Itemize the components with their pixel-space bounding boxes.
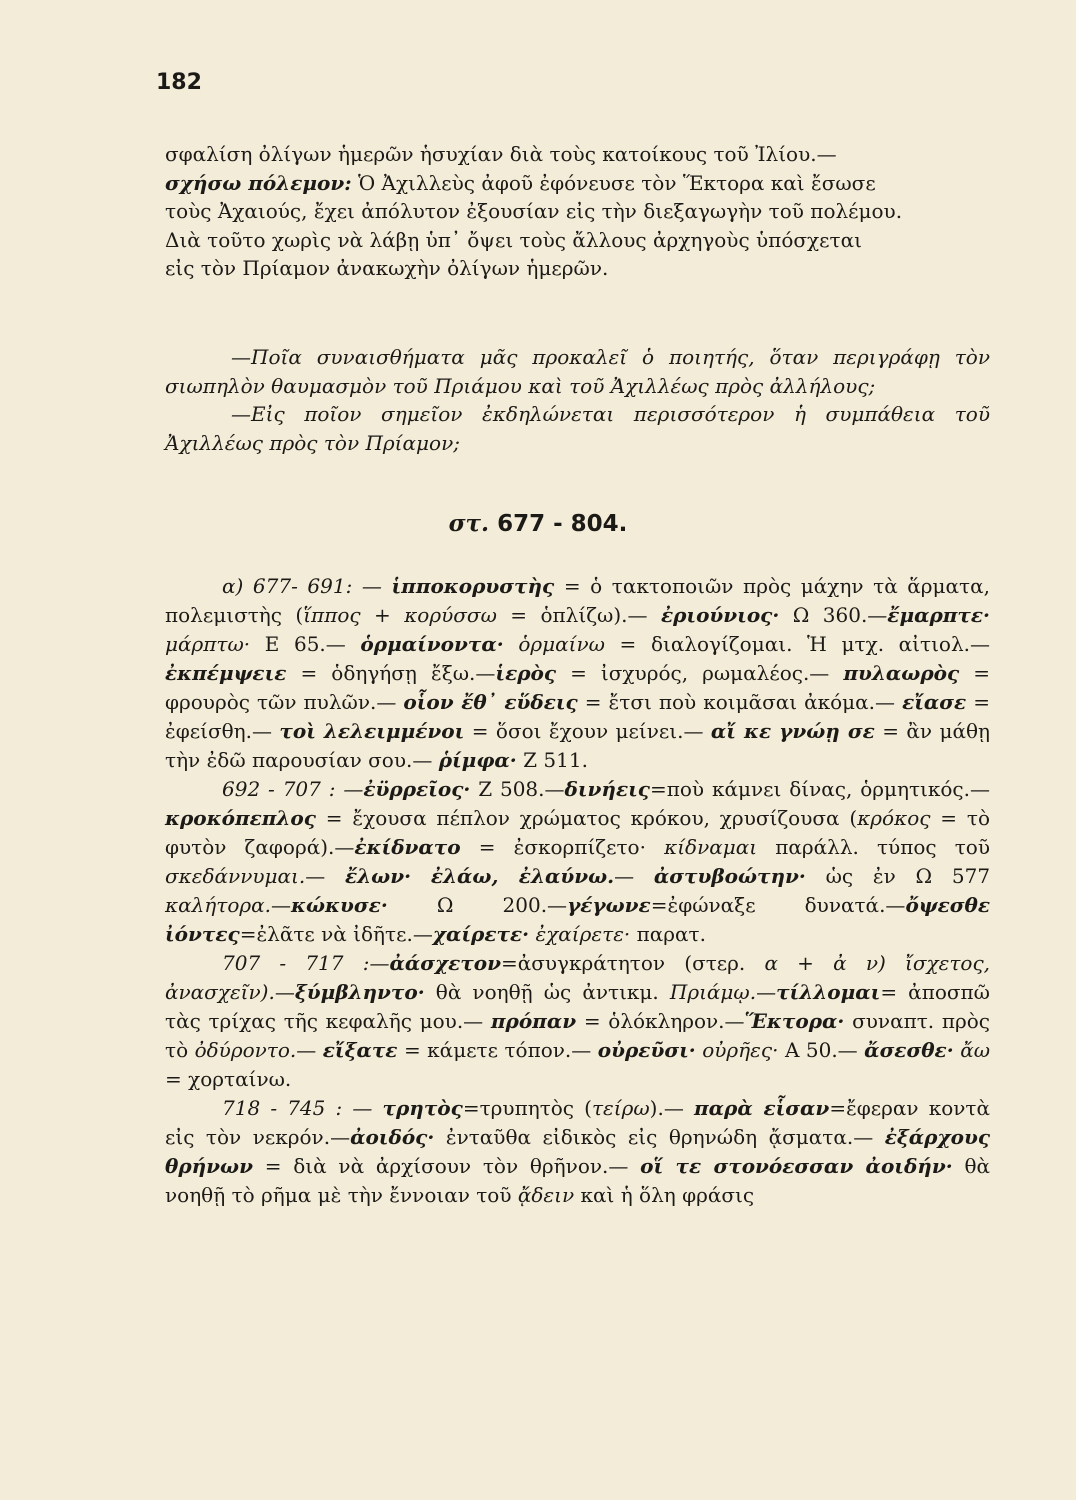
gloss-term: ἔλων· (345, 864, 412, 888)
gloss-text: =τρυπητὸς ( (462, 1096, 592, 1120)
gloss-text: = ὁπλίζω).— (496, 603, 661, 627)
gloss-term: εἴασε (902, 690, 967, 714)
gloss-text: Ε 65.— (250, 632, 361, 656)
gloss-term: ὄψεσθε ἰόντες (165, 893, 991, 946)
gloss-term: ἄσεσθε· (864, 1038, 954, 1062)
gloss-term: χαίρετε· (432, 922, 530, 946)
gloss-term: εἴξατε (322, 1038, 398, 1062)
gloss-italic: τείρω (591, 1096, 650, 1120)
gloss-term: οἷον ἔθ᾽ εὕδεις (403, 690, 578, 714)
gloss-text: Ζ 511. (516, 748, 588, 772)
gloss-term: ἐκπέμψειε (165, 661, 287, 685)
gloss-text: παράλλ. τύπος τοῦ (757, 835, 990, 859)
gloss-text: Α 50.— (778, 1038, 865, 1062)
gloss-text: ).— (649, 1096, 694, 1120)
gloss-italic: 707 - 717 :— (222, 951, 390, 975)
gloss-text: = ἰσχυρός, ρωμαλέος.— (556, 661, 844, 685)
gloss-text (411, 864, 431, 888)
gloss-text: = διὰ νὰ ἀρχίσουν τὸν θρῆνον.— (252, 1154, 641, 1178)
gloss-text: = διαλογίζομαι. Ἡ μτχ. αἰτιολ.— (604, 632, 990, 656)
gloss-text: = φρουρὸς τῶν πυλῶν.— (165, 661, 990, 714)
gloss-italic: ἐχαίρετε· (535, 922, 631, 946)
gloss-text: =ἔφεραν κοντὰ εἰς τὸν νεκρόν.— (165, 1096, 990, 1149)
gloss-text: θὰ νοηθῇ τὸ ρῆμα μὲ τὴν ἔννοιαν τοῦ (165, 1154, 990, 1207)
gloss-term: τρητὸς (382, 1096, 463, 1120)
gloss-italic: κίδναμαι (664, 835, 758, 859)
question-2: —Εἰς ποῖον σημεῖον ἐκδηλώνεται περισσότερον ἡ συμπάθεια τοῦ Ἀχιλλέως πρὸς τὸν Πρίαμον; (165, 402, 990, 455)
intro-paragraph (165, 140, 990, 283)
gloss-text: θὰ νοηθῇ ὡς ἀντικμ. (424, 980, 670, 1004)
gloss-text: συναπτ. πρὸς τὸ (165, 1009, 991, 1062)
gloss-term: γέγωνε (567, 893, 651, 917)
gloss-term: ἔμαρπτε· (887, 603, 991, 627)
gloss-term: αἴ κε γνώῃ σε (710, 719, 875, 743)
gloss-text: — (756, 980, 777, 1004)
gloss-term: ἐλάω, ἐλαύνω. (430, 864, 615, 888)
gloss-italic: ἵππος + κορύσσω (303, 603, 497, 627)
gloss-text: — (296, 1038, 323, 1062)
gloss-term: ἱπποκορυστὴς (391, 574, 555, 598)
section-heading (0, 510, 1076, 537)
intro-line: εἰς τὸν Πρίαμον ἀνακωχὴν ὀλίγων ἡμερῶν. (165, 256, 609, 280)
gloss-text: = ἐφείσθη.— (165, 690, 990, 743)
gloss-text: =ἐλᾶτε νὰ ἰδῆτε.— (239, 922, 433, 946)
glossary-paragraph (165, 775, 990, 949)
study-questions (165, 343, 990, 457)
gloss-term: ξύμβληντο· (294, 980, 425, 1004)
gloss-italic: οὐρῆες· (702, 1038, 779, 1062)
gloss-text: = ἀποσπῶ τὰς τρίχας τῆς κεφαλῆς μου.— (165, 980, 990, 1033)
glossary (165, 572, 990, 1210)
gloss-italic: κρόκος (857, 806, 931, 830)
gloss-italic: α) 677- 691: — (222, 574, 392, 598)
gloss-text: = ἐσκορπίζετο· (460, 835, 665, 859)
glossary-paragraph (165, 1094, 990, 1210)
gloss-text: ἐνταῦθα εἰδικὸς εἰς θρηνώδη ᾄσματα.— (434, 1125, 885, 1149)
gloss-text (504, 632, 519, 656)
intro-line: τοὺς Ἀχαιούς, ἔχει ἀπόλυτον ἐξουσίαν εἰς τὴν διεξαγωγὴν τοῦ πολέμου. (165, 199, 903, 223)
gloss-italic: ὁρμαίνω (518, 632, 605, 656)
gloss-text: = ἔχουσα πέπλον χρώματος κρόκου, χρυσίζουσα ( (315, 806, 858, 830)
gloss-term: ἀάσχετον (389, 951, 501, 975)
gloss-text: καὶ ἡ ὅλη φράσις (574, 1183, 755, 1207)
gloss-term: ἐϋρρεῖος· (363, 777, 471, 801)
gloss-text: = ὅσοι ἔχουν μείνει.— (464, 719, 711, 743)
gloss-text: = ὁδηγήσῃ ἔξω.— (286, 661, 496, 685)
gloss-term: δινήεις (564, 777, 650, 801)
gloss-term: ἀστυβοώτην· (653, 864, 806, 888)
gloss-text: = ἂν μάθῃ τὴν ἐδῶ παρουσίαν σου.— (165, 719, 991, 772)
gloss-italic: Πριάμῳ. (669, 980, 757, 1004)
gloss-text: = χορταίνω. (165, 1067, 292, 1091)
gloss-text: — (305, 864, 345, 888)
glossary-paragraph (165, 572, 990, 775)
verse-abbreviation: στ. (448, 510, 490, 537)
gloss-term: ὁρμαίνοντα· (360, 632, 504, 656)
gloss-text: = ἔτσι ποὺ κοιμᾶσαι ἀκόμα.— (577, 690, 903, 714)
gloss-term: κώκυσε· (291, 893, 388, 917)
gloss-italic: α + ἀ ν) ἴσχετος, ἀνασχεῖν). (165, 951, 991, 1004)
verse-range: 677 - 804. (497, 511, 628, 537)
gloss-italic: καλήτορα. (165, 893, 272, 917)
gloss-italic: ᾄδειν (517, 1183, 575, 1207)
gloss-italic: 692 - 707 : — (222, 777, 364, 801)
page-number: 182 (156, 70, 202, 95)
gloss-text: — (274, 980, 295, 1004)
gloss-italic: ἄω (960, 1038, 991, 1062)
gloss-italic: σκεδάννυμαι. (165, 864, 306, 888)
gloss-italic: ὀδύροντο. (194, 1038, 297, 1062)
gloss-term: οἵ τε στονόεσσαν ἀοιδήν· (640, 1154, 953, 1178)
gloss-term: πυλαωρὸς (843, 661, 960, 685)
gloss-text: = ὁλόκληρον.— (576, 1009, 745, 1033)
gloss-term: παρὰ εἷσαν (693, 1096, 830, 1120)
gloss-text: Ζ 508.— (470, 777, 565, 801)
gloss-text: =ἐφώναξε δυνατά.— (650, 893, 906, 917)
intro-line: σφαλίση ὀλίγων ἡμερῶν ἡσυχίαν διὰ τοὺς κατοίκους τοῦ Ἰλίου.— (165, 142, 837, 166)
gloss-term: ἐκίδνατο (354, 835, 461, 859)
gloss-term: τίλλομαι (776, 980, 881, 1004)
question-1: —Ποῖα συναισθήματα μᾶς προκαλεῖ ὁ ποιητής, ὅταν περιγράφῃ τὸν σιωπηλὸν θαυμασμὸν τοῦ Πριάμου καὶ τοῦ Ἀχιλλέως πρὸς ἀλλήλους; (165, 345, 990, 398)
gloss-term: ἱερὸς (495, 661, 557, 685)
gloss-text: — (614, 864, 654, 888)
glossary-paragraph (165, 949, 990, 1094)
gloss-term: τοὶ λελειμμένοι (279, 719, 465, 743)
gloss-text: = τὸ φυτὸν ζαφορά).— (165, 806, 991, 859)
gloss-term: ἐριούνιος· (660, 603, 780, 627)
gloss-term: κροκόπεπλος (165, 806, 316, 830)
intro-line: σχήσω πόλεμον: Ὁ Ἀχιλλεὺς ἀφοῦ ἐφόνευσε τὸν Ἕκτορα καὶ ἔσωσε (165, 170, 876, 195)
intro-emphasis: σχήσω πόλεμον: (165, 170, 352, 195)
gloss-italic: 718 - 745 : — (222, 1096, 383, 1120)
gloss-term: Ἕκτορα· (744, 1009, 845, 1033)
gloss-term: πρόπαν (490, 1009, 577, 1033)
gloss-text: Ω 360.— (779, 603, 888, 627)
gloss-text: — (271, 893, 292, 917)
gloss-term: ῥίμφα· (438, 748, 517, 772)
gloss-text: =ἀσυγκράτητον (στερ. (500, 951, 765, 975)
gloss-text: Ω 200.— (387, 893, 568, 917)
gloss-text: = ὁ τακτοποιῶν πρὸς μάχην τὰ ἅρματα, πολεμιστὴς ( (165, 574, 990, 627)
gloss-text: = κάμετε τόπον.— (397, 1038, 598, 1062)
gloss-term: οὐρεῦσι· (597, 1038, 696, 1062)
gloss-text: παρατ. (630, 922, 706, 946)
gloss-italic: μάρπτω· (165, 632, 251, 656)
gloss-term: ἀοιδός· (350, 1125, 435, 1149)
gloss-text: ὡς ἐν Ω 577 (805, 864, 991, 888)
intro-line: Διὰ τοῦτο χωρὶς νὰ λάβῃ ὑπ᾽ ὄψει τοὺς ἄλλους ἀρχηγοὺς ὑπόσχεται (165, 227, 862, 252)
gloss-term: ἐξάρχους θρήνων (165, 1125, 991, 1178)
gloss-text: =ποὺ κάμνει δίνας, ὁρμητικός.— (649, 777, 990, 801)
